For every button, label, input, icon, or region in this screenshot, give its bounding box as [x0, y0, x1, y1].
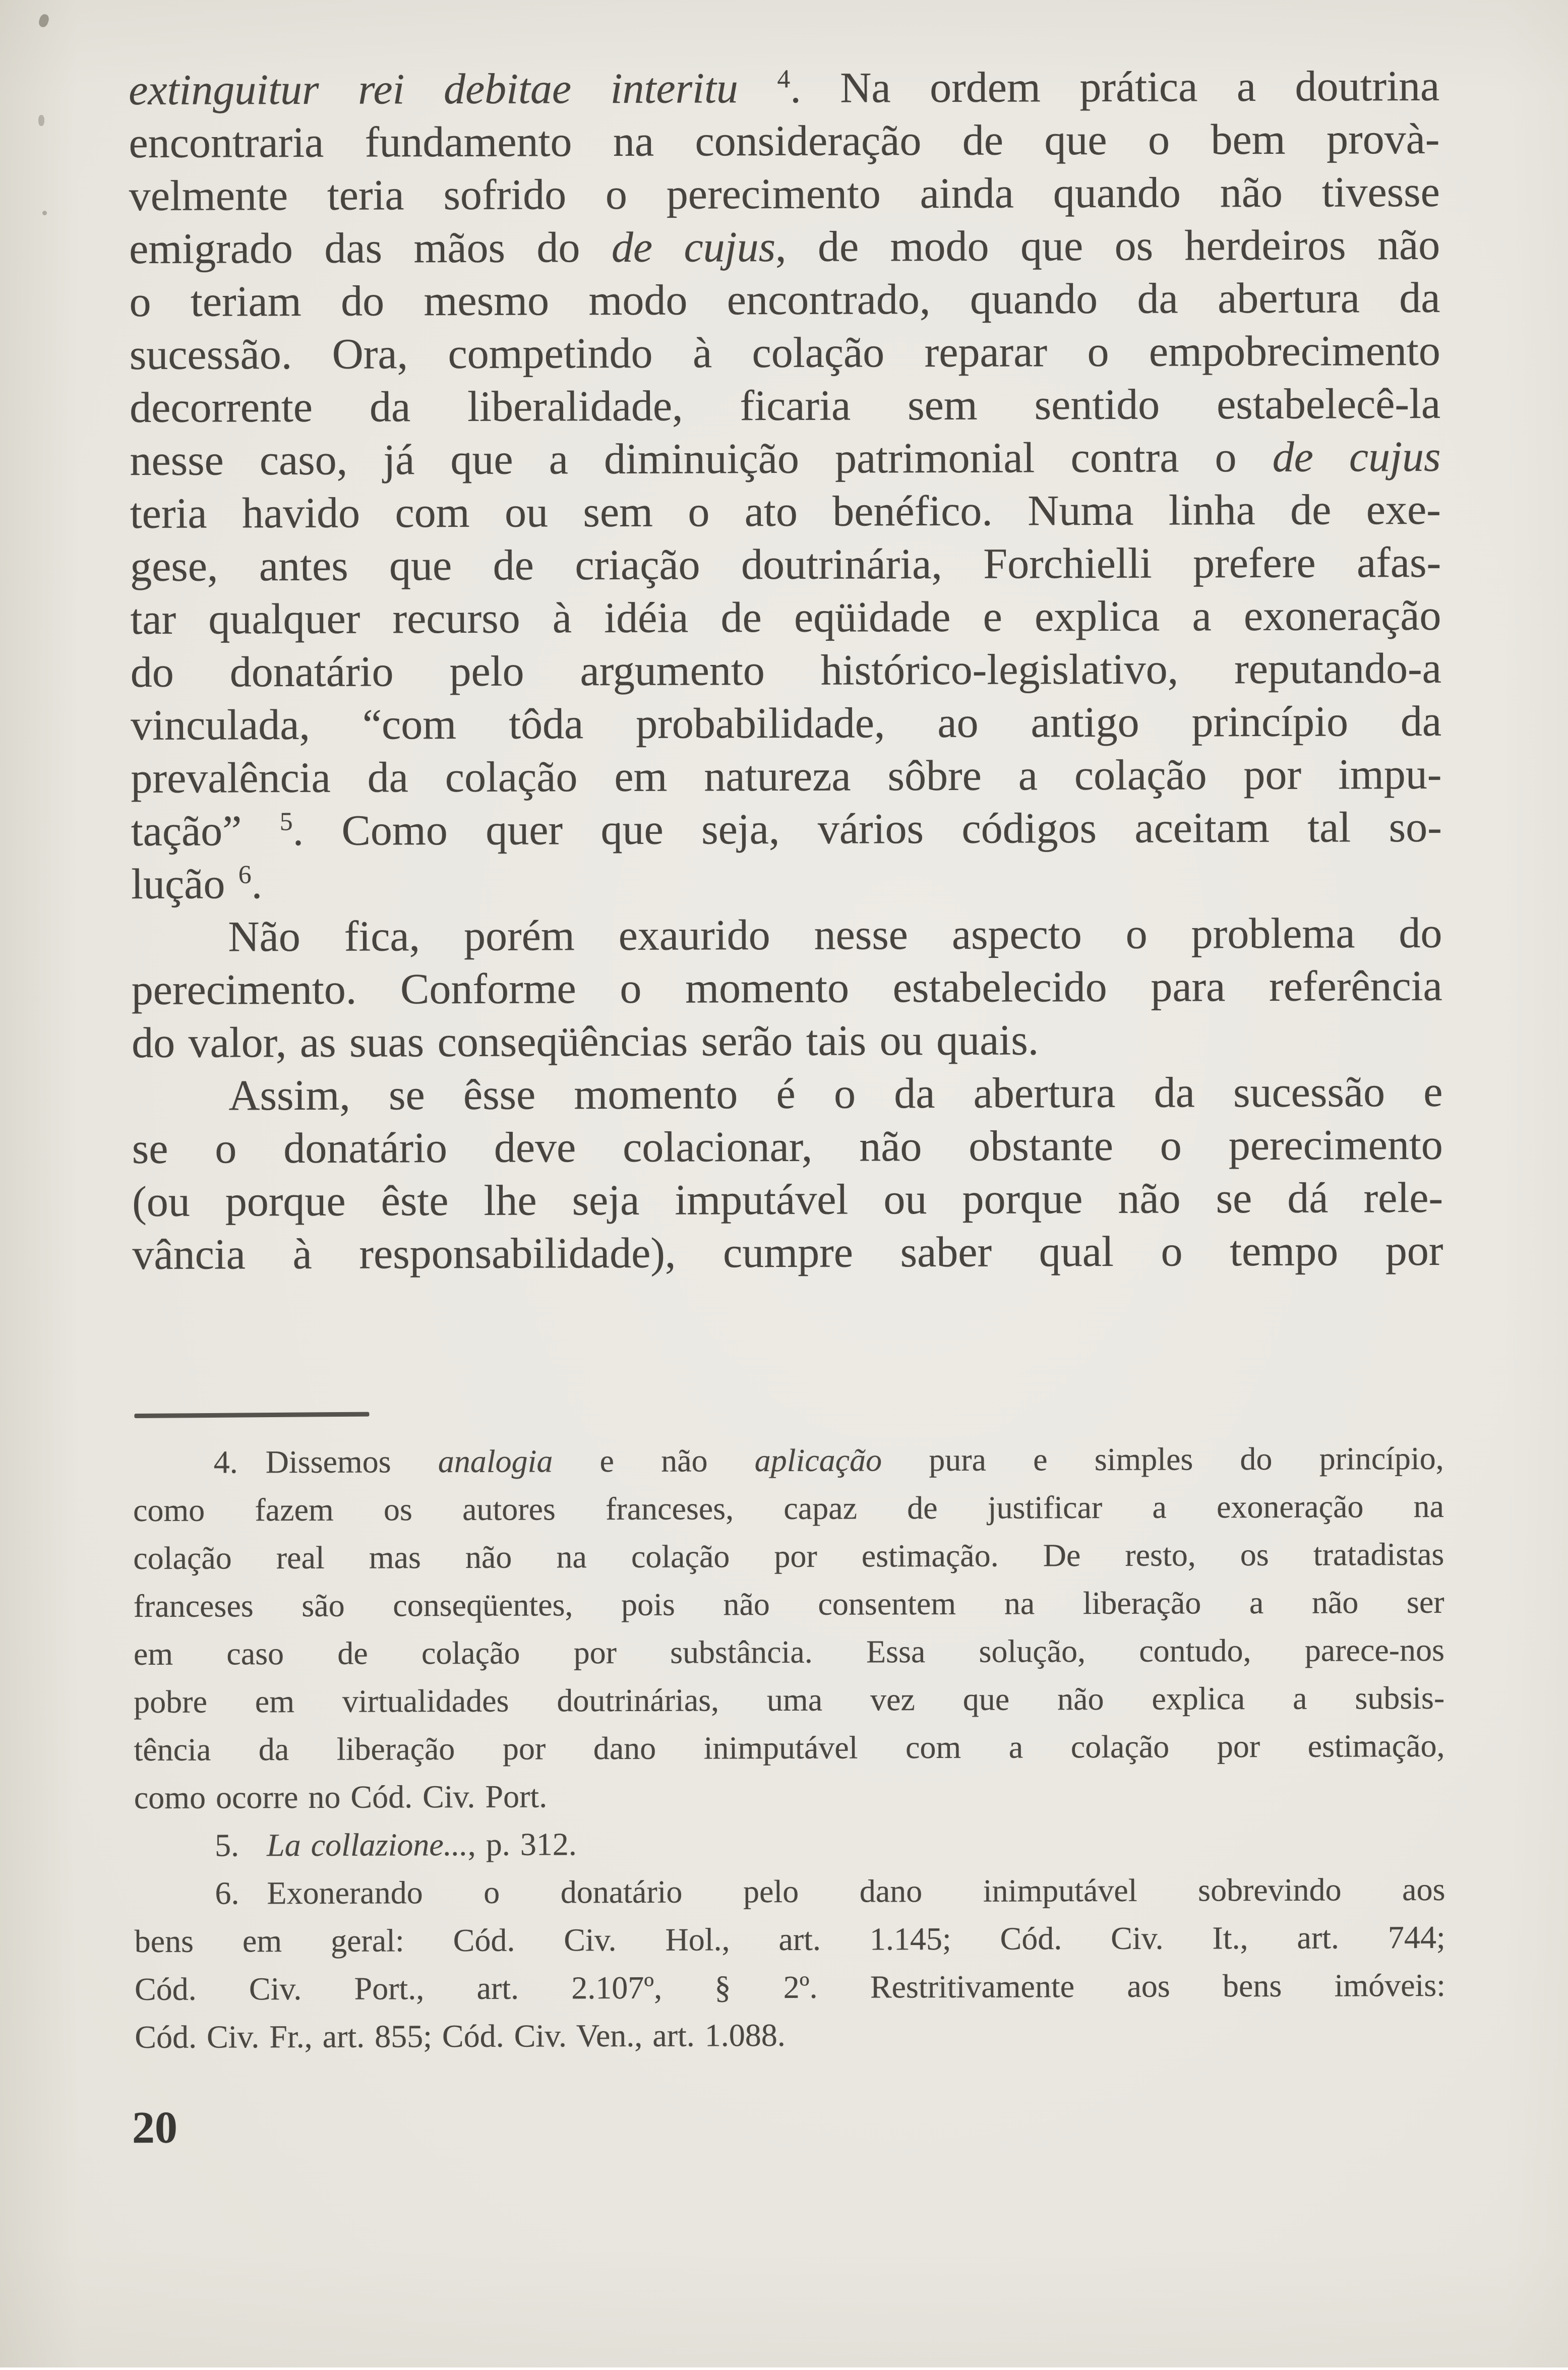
text-line: vância à responsabilidade), cumpre saber qual o tempo por [132, 1226, 1443, 1279]
text-line: 6. Exonerando o donatário pelo dano inimputável sobrevindo aos [215, 1871, 1445, 1911]
text-line: decorrente da liberalidade, ficaria sem sentido estabelecê-la [130, 379, 1441, 432]
text-line: vinculada, “com tôda probabilidade, ao antigo princípio da [130, 696, 1442, 750]
text-line: colação real mas não na colação por estimação. De resto, os tratadistas [133, 1536, 1444, 1576]
text-line: bens em geral: Cód. Civ. Hol., art. 1.145; Cód. Civ. It., art. 744; [134, 1919, 1445, 1960]
text-line: como ocorre no Cód. Civ. Port. [134, 1778, 548, 1816]
text-line: teria havido com ou sem o ato benéfico. Numa linha de exe- [130, 484, 1441, 538]
text-line: pobre em virtualidades doutrinárias, uma vez que não explica a subsis- [134, 1679, 1445, 1720]
text-line: extinguitur rei debitae interitu $^4$. Na ordem prática a doutrina [129, 61, 1440, 114]
paragraph [134, 1817, 1445, 1869]
text-line: gese, antes que de criação doutrinária, Forchielli prefere afas- [130, 537, 1441, 591]
text-line: velmente teria sofrido o perecimento ainda quando não tivesse [129, 167, 1440, 220]
text-line: tência da liberação por dano inimputável com a colação por estimação, [134, 1727, 1445, 1768]
text-line: Assim, se êsse momento é o da abertura da sucessão e [228, 1067, 1443, 1120]
footnote-separator [134, 1412, 369, 1418]
text-line: perecimento. Conforme o momento estabelecido para referência [131, 961, 1442, 1014]
text-line: encontraria fundamento na consideração de que o bem provà- [129, 114, 1440, 167]
text-line: prevalência da colação em natureza sôbre a colação por impu- [131, 749, 1442, 803]
text-line: tar qualquer recurso à idéia de eqüidade e explica a exoneração [130, 590, 1441, 644]
paragraph [129, 59, 1442, 910]
text-line: (ou porque êste lhe seja imputável ou porque não se dá rele- [132, 1173, 1443, 1226]
text-line: nesse caso, já que a diminuição patrimonial contra o de cujus [130, 432, 1441, 485]
body-text [129, 59, 1443, 1281]
text-line: em caso de colação por substância. Essa solução, contudo, parece-nos [133, 1631, 1445, 1672]
text-line: 4. Dissemos analogia e não aplicação pura e simples do princípio, [213, 1440, 1444, 1480]
paragraph [134, 1865, 1445, 2061]
paragraph [132, 1065, 1443, 1281]
text-line: lução $^6$. [131, 859, 263, 908]
text-line: franceses são conseqüentes, pois não consentem na liberação a não ser [133, 1584, 1444, 1624]
paragraph [133, 1434, 1445, 1821]
text-line: sucessão. Ora, competindo à colação reparar o empobrecimento [129, 326, 1440, 379]
text-line: Não fica, porém exaurido nesse aspecto o problema do [228, 908, 1442, 961]
text-line: o teriam do mesmo modo encontrado, quando da abertura da [129, 273, 1440, 326]
text-line: como fazem os autores franceses, capaz de justificar a exoneração na [133, 1488, 1444, 1529]
text-line: se o donatário deve colacionar, não obstante o perecimento [132, 1120, 1443, 1173]
paragraph [131, 906, 1442, 1069]
text-line: Cód. Civ. Fr., art. 855; Cód. Civ. Ven., art. 1.088. [135, 2017, 786, 2055]
text-line: Cód. Civ. Port., art. 2.107º, § 2º. Restritivamente aos bens imóveis: [134, 1967, 1446, 2008]
footnotes [133, 1434, 1446, 2061]
text-line: 5. La collazione..., p. 312. [215, 1826, 577, 1863]
text-line: tação” $^5$. Como quer que seja, vários códigos aceitam tal so- [131, 802, 1442, 856]
page-number: 20 [132, 2102, 178, 2153]
text-line: emigrado das mãos do de cujus, de modo que os herdeiros não [129, 220, 1440, 273]
text-line: do valor, as suas conseqüências serão tais ou quais. [131, 1015, 1039, 1067]
text-line: do donatário pelo argumento histórico-legislativo, reputando-a [130, 643, 1441, 697]
